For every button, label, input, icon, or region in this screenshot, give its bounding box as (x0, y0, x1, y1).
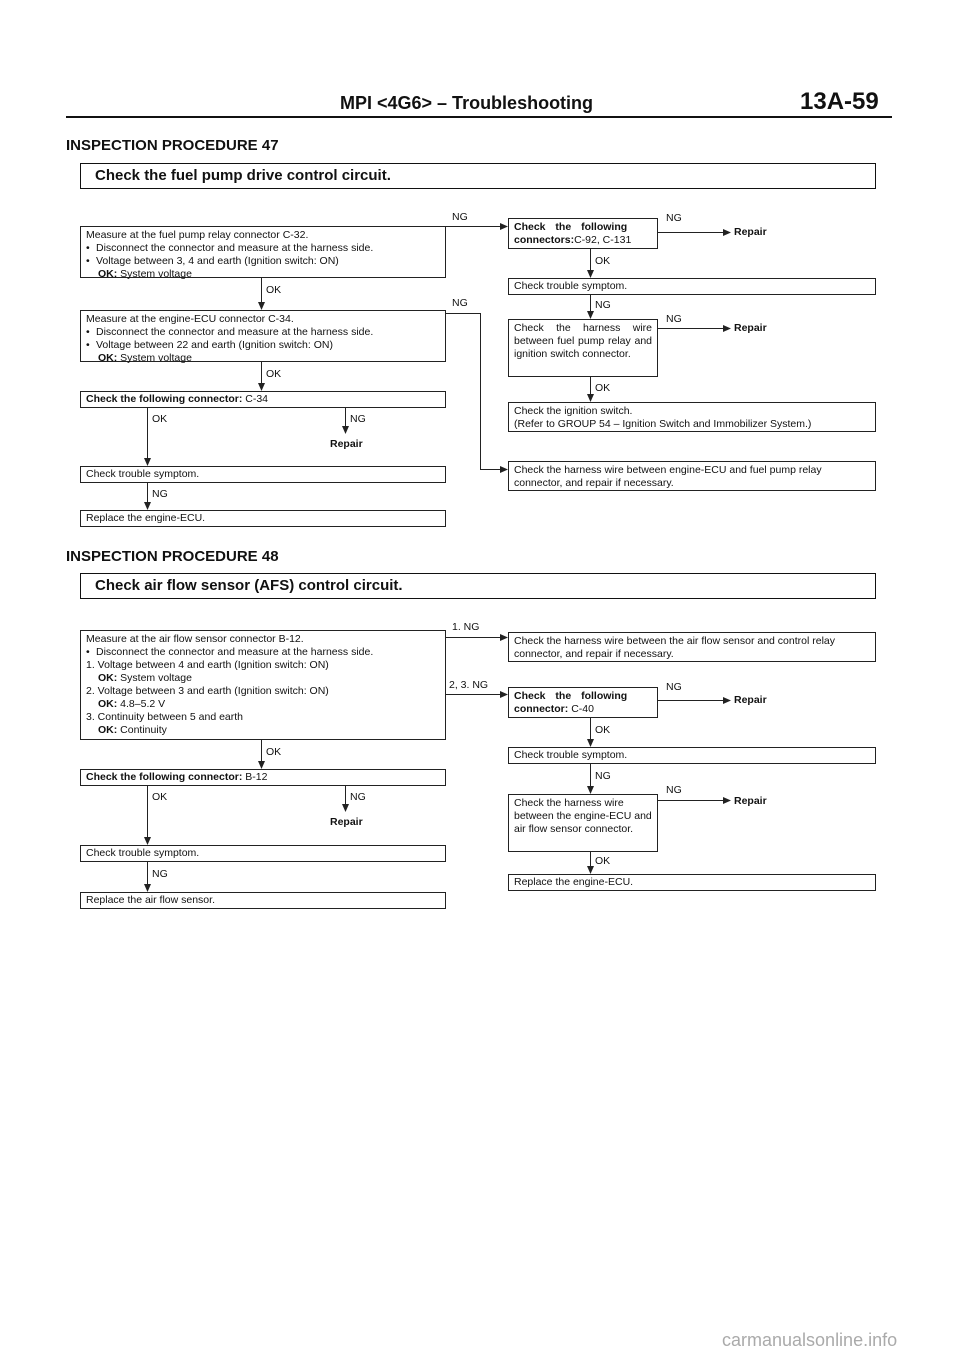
p47-check-ignition-switch-box: Check the ignition switch. (Refer to GROUP 54 – Ignition Switch and Immobilizer System.) (508, 402, 876, 432)
arrow-right-icon (723, 229, 731, 236)
p47-measure-engine-ecu-box: Measure at the engine-ECU connector C-34. • Disconnect the connector and measure at the harness side. • Voltage between 22 and earth (Ignition switch: ON) OK: System voltage (80, 310, 446, 362)
ok-label: OK (595, 255, 611, 267)
p47-replace-ecu-box: Replace the engine-ECU. (80, 510, 446, 527)
p47-check-trouble-box: Check trouble symptom. (80, 466, 446, 483)
ok-label: OK (266, 368, 282, 380)
p48-replace-ecu-box: Replace the engine-ECU. (508, 874, 876, 891)
p47-measure-fuel-pump-relay-box: Measure at the fuel pump relay connector C-32. • Disconnect the connector and measure at the harness side. • Voltage between 3, 4 and earth (Ignition switch: ON) OK: System voltage (80, 226, 446, 278)
p48-check-connector-c40-box: Check the following connector: C-40 (508, 687, 658, 718)
arrow-down-icon (144, 458, 151, 466)
arrow-down-icon (587, 394, 594, 402)
p47-check-harness-relay-box: Check the harness wire between fuel pump relay and ignition switch connector. (508, 319, 658, 377)
arrow-right-icon (723, 325, 731, 332)
p48-measure-afs-box: Measure at the air flow sensor connector B-12. • Disconnect the connector and measure at the harness side. 1. Voltage between 4 and earth (Ignition switch: ON) OK: System voltage 2. Voltage between 3 and earth (Ignition switch: ON) OK: 4.8–5.2 V 3. Continuity between 5 and earth OK: Continuity (80, 630, 446, 740)
repair-label: Repair (734, 694, 767, 706)
arrow-right-icon (500, 223, 508, 230)
arrow-right-icon (723, 797, 731, 804)
repair-label: Repair (734, 322, 767, 334)
arrow-down-icon (144, 884, 151, 892)
arrow-down-icon (342, 804, 349, 812)
p47-check-connectors-box: Check the following connectors:C-92, C-131 (508, 218, 658, 249)
arrow-right-icon (723, 697, 731, 704)
page-number: 13A-59 (800, 88, 879, 115)
ng-2-3-label: 2, 3. NG (449, 679, 489, 691)
arrow-down-icon (258, 761, 265, 769)
arrow-right-icon (500, 634, 508, 641)
connector-line (480, 469, 502, 470)
repair-label: Repair (734, 226, 767, 238)
arrow-down-icon (342, 426, 349, 434)
p48-right-check-trouble-box: Check trouble symptom. (508, 747, 876, 764)
connector-line (446, 637, 502, 638)
ok-label: OK (266, 284, 282, 296)
header-rule (66, 116, 892, 118)
repair-label: Repair (330, 438, 363, 450)
connector-line (658, 800, 725, 801)
ng-label: NG (452, 211, 468, 223)
ng-label: NG (666, 681, 682, 693)
ng-label: NG (666, 313, 682, 325)
ng-1-label: 1. NG (452, 621, 480, 633)
connector-line (658, 232, 725, 233)
arrow-right-icon (500, 691, 508, 698)
procedure-47-banner: Check the fuel pump drive control circuit. (80, 163, 876, 189)
p47-check-connector-box: Check the following connector: C-34 (80, 391, 446, 408)
arrow-right-icon (500, 466, 508, 473)
arrow-down-icon (258, 383, 265, 391)
arrow-down-icon (587, 311, 594, 319)
connector-line (446, 313, 480, 314)
arrow-down-icon (587, 786, 594, 794)
connector-line (147, 408, 148, 464)
ng-label: NG (452, 297, 468, 309)
ok-label: OK (152, 413, 168, 425)
page-title: MPI <4G6> – Troubleshooting (340, 93, 594, 113)
ng-label: NG (595, 299, 611, 311)
arrow-down-icon (144, 837, 151, 845)
p48-check-harness-afs-relay-box: Check the harness wire between the air flow sensor and control relay connector, and repair if necessary. (508, 632, 876, 662)
procedure-48-banner: Check air flow sensor (AFS) control circuit. (80, 573, 876, 599)
procedure-48-heading: INSPECTION PROCEDURE 48 (66, 548, 279, 565)
connector-line (480, 313, 481, 469)
watermark: carmanualsonline.info (722, 1330, 898, 1350)
ok-label: OK (266, 746, 282, 758)
ok-label: OK (152, 791, 168, 803)
arrow-down-icon (587, 739, 594, 747)
arrow-down-icon (144, 502, 151, 510)
p48-check-harness-ecu-afs-box: Check the harness wire between the engine-ECU and air flow sensor connector. (508, 794, 658, 852)
repair-label: Repair (330, 816, 363, 828)
connector-line (446, 694, 502, 695)
arrow-down-icon (587, 270, 594, 278)
ng-label: NG (350, 413, 366, 425)
p48-replace-afs-box: Replace the air flow sensor. (80, 892, 446, 909)
p47-check-harness-ecu-box: Check the harness wire between engine-ECU and fuel pump relay connector, and repair if necessary. (508, 461, 876, 491)
ng-label: NG (152, 868, 168, 880)
connector-line (446, 226, 502, 227)
ng-label: NG (152, 488, 168, 500)
ng-label: NG (666, 784, 682, 796)
connector-line (147, 786, 148, 843)
ng-label: NG (595, 770, 611, 782)
p48-check-trouble-box: Check trouble symptom. (80, 845, 446, 862)
ng-label: NG (350, 791, 366, 803)
ok-label: OK (595, 382, 611, 394)
repair-label: Repair (734, 795, 767, 807)
p47-right-check-trouble-box: Check trouble symptom. (508, 278, 876, 295)
connector-line (658, 328, 725, 329)
ok-label: OK (595, 855, 611, 867)
ok-label: OK (595, 724, 611, 736)
arrow-down-icon (258, 302, 265, 310)
ng-label: NG (666, 212, 682, 224)
p48-check-connector-box: Check the following connector: B-12 (80, 769, 446, 786)
arrow-down-icon (587, 866, 594, 874)
procedure-47-heading: INSPECTION PROCEDURE 47 (66, 137, 279, 154)
connector-line (658, 700, 725, 701)
